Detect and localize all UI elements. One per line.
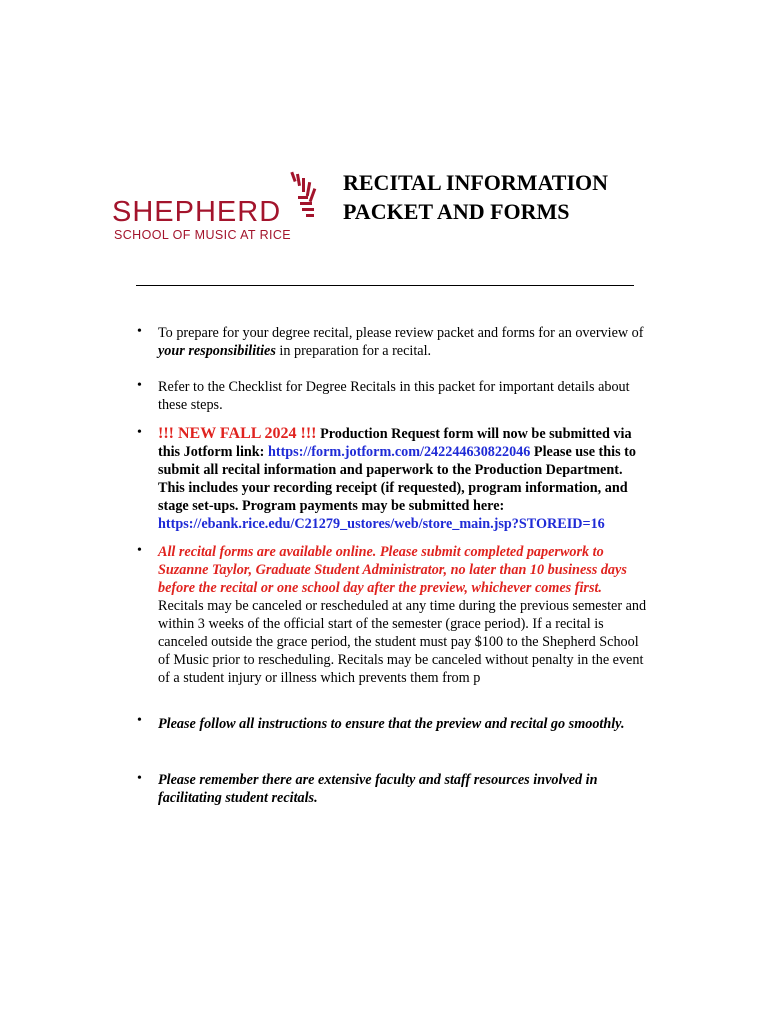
- page-title: [343, 168, 608, 226]
- list-item-text: To prepare for your degree recital, please review packet and forms for an overview of your responsibilities in preparation for a recital.: [158, 325, 644, 359]
- bullet-icon: •: [137, 543, 142, 558]
- emphasis-text: your responsibilities: [158, 343, 276, 359]
- bullet-icon: •: [137, 378, 142, 393]
- logo-subtitle: SCHOOL OF MUSIC AT RICE: [114, 228, 292, 242]
- shepherd-emblem-icon: [288, 170, 322, 222]
- bullet-icon: •: [137, 771, 142, 786]
- divider: [136, 285, 634, 286]
- bullet-icon: •: [137, 324, 142, 339]
- list-item-text: Refer to the Checklist for Degree Recitals in this packet for important details about these steps.: [158, 379, 630, 413]
- list-item-text: !!! NEW FALL 2024 !!! Production Request form will now be submitted via this Jotform link: https://form.jotform.com/242244630822046 Please use this to submit all recital information and paperwork to the Production Department. This includes your recording receipt (if requested), program information, and stage set-ups. Program payments may be submitted here: https://ebank.rice.edu/C21279_ustores/web/store_main.jsp?STOREID=16: [158, 425, 636, 532]
- logo-wordmark: SHEPHERD: [112, 196, 282, 228]
- title-line-2: PACKET AND FORMS: [343, 199, 570, 224]
- list-item-text: Please remember there are extensive faculty and staff resources involved in facilitating student recitals.: [158, 772, 598, 806]
- shepherd-logo: [112, 170, 322, 250]
- title-line-1: RECITAL INFORMATION: [343, 170, 609, 195]
- new-fall-badge: !!! NEW FALL 2024 !!!: [158, 425, 317, 442]
- list-item-text: All recital forms are available online. Please submit completed paperwork to Suzanne Taylor, Graduate Student Administrator, no later than 10 business days before the recital or one school day after the preview, whichever comes first. Recitals may be canceled or rescheduled at any time during the previous semester and within 3 weeks of the official start of the semester (grace period). If a recital is canceled outside the grace period, the student must pay $100 to the Shepherd School of Music prior to rescheduling. Recitals may be canceled without penalty in the event of a student injury or illness which prevents them from p: [158, 544, 647, 686]
- jotform-link[interactable]: https://form.jotform.com/242244630822046: [267, 444, 531, 460]
- bullet-icon: •: [137, 425, 142, 440]
- payment-link[interactable]: https://ebank.rice.edu/C21279_ustores/web/store_main.jsp?STOREID=16: [158, 516, 605, 532]
- deadline-notice: All recital forms are available online. Please submit completed paperwork to Suzanne Taylor, Graduate Student Administrator, no later than 10 business days before the recital or one school day after the preview, whichever comes first.: [158, 544, 627, 596]
- bullet-icon: •: [137, 713, 142, 728]
- list-item-text: Please follow all instructions to ensure that the preview and recital go smoothly.: [158, 716, 625, 732]
